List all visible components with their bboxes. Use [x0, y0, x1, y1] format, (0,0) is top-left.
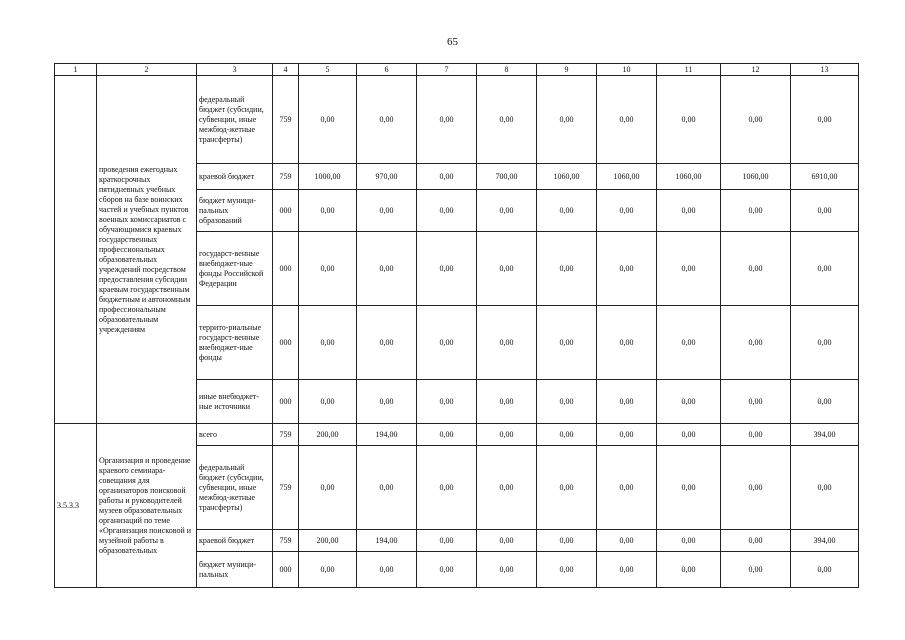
grbs-code: 759 — [273, 76, 299, 164]
amount-cell: 0,00 — [417, 446, 477, 530]
column-number: 10 — [597, 64, 657, 76]
amount-cell: 0,00 — [657, 190, 721, 232]
amount-cell: 0,00 — [357, 446, 417, 530]
column-number-row — [55, 64, 859, 76]
funding-source: краевой бюджет — [197, 164, 273, 190]
amount-cell: 0,00 — [657, 232, 721, 306]
amount-cell: 0,00 — [537, 190, 597, 232]
amount-cell: 0,00 — [417, 190, 477, 232]
funding-source: бюджет муници-пальных образований — [197, 190, 273, 232]
amount-cell: 0,00 — [657, 380, 721, 424]
amount-cell: 0,00 — [597, 380, 657, 424]
amount-cell: 0,00 — [537, 552, 597, 588]
amount-cell: 0,00 — [417, 76, 477, 164]
grbs-code: 000 — [273, 190, 299, 232]
grbs-code: 000 — [273, 552, 299, 588]
item-description: Организация и проведение краевого семинара-совещания для организаторов поисковой работы и руководителей музеев образовательных организаций по теме «Организация поисковой и музейной работы в образовательных — [97, 424, 197, 588]
funding-source: террито-риальные государст-венные внебюджет-ные фонды — [197, 306, 273, 380]
amount-cell: 0,00 — [477, 232, 537, 306]
table-row — [55, 76, 859, 164]
item-code: 3.5.3.3 — [55, 424, 97, 588]
amount-cell: 194,00 — [357, 424, 417, 446]
amount-cell: 0,00 — [791, 446, 859, 530]
item-description: проведения ежегодных краткосрочных пятидневных учебных сборов на базе воинских частей и учебных пунктов военных комиссариатов с обучающимися краевых государственных профессиональных образовательных учреждений посредством предоставления субсидии краевым государственным бюджетным и автономным профессиональным образовательным учреждениям — [97, 76, 197, 424]
amount-cell: 0,00 — [791, 76, 859, 164]
column-number: 7 — [417, 64, 477, 76]
amount-cell: 0,00 — [597, 552, 657, 588]
amount-cell: 0,00 — [721, 190, 791, 232]
amount-cell: 194,00 — [357, 530, 417, 552]
column-number: 13 — [791, 64, 859, 76]
amount-cell: 0,00 — [791, 190, 859, 232]
amount-cell: 0,00 — [357, 76, 417, 164]
column-number: 12 — [721, 64, 791, 76]
amount-cell: 0,00 — [299, 380, 357, 424]
amount-cell: 0,00 — [721, 424, 791, 446]
amount-cell: 0,00 — [657, 530, 721, 552]
amount-cell: 0,00 — [597, 190, 657, 232]
amount-cell: 0,00 — [721, 232, 791, 306]
amount-cell: 0,00 — [537, 446, 597, 530]
amount-cell: 394,00 — [791, 424, 859, 446]
amount-cell: 0,00 — [657, 424, 721, 446]
amount-cell: 1060,00 — [721, 164, 791, 190]
amount-cell: 0,00 — [299, 76, 357, 164]
amount-cell: 0,00 — [791, 232, 859, 306]
grbs-code: 759 — [273, 446, 299, 530]
amount-cell: 0,00 — [657, 446, 721, 530]
amount-cell: 0,00 — [791, 306, 859, 380]
amount-cell: 0,00 — [597, 424, 657, 446]
amount-cell: 0,00 — [357, 552, 417, 588]
amount-cell: 0,00 — [597, 530, 657, 552]
column-number: 8 — [477, 64, 537, 76]
amount-cell: 0,00 — [537, 232, 597, 306]
amount-cell: 0,00 — [299, 190, 357, 232]
amount-cell: 0,00 — [721, 76, 791, 164]
amount-cell: 0,00 — [597, 446, 657, 530]
amount-cell: 0,00 — [477, 190, 537, 232]
amount-cell: 1060,00 — [597, 164, 657, 190]
amount-cell: 0,00 — [791, 380, 859, 424]
funding-source: всего — [197, 424, 273, 446]
amount-cell: 0,00 — [721, 446, 791, 530]
grbs-code: 000 — [273, 232, 299, 306]
amount-cell: 1000,00 — [299, 164, 357, 190]
amount-cell: 0,00 — [299, 552, 357, 588]
amount-cell: 0,00 — [537, 380, 597, 424]
amount-cell: 0,00 — [299, 446, 357, 530]
amount-cell: 0,00 — [299, 306, 357, 380]
amount-cell: 0,00 — [537, 306, 597, 380]
column-number: 3 — [197, 64, 273, 76]
amount-cell: 6910,00 — [791, 164, 859, 190]
amount-cell: 0,00 — [537, 76, 597, 164]
amount-cell: 0,00 — [357, 380, 417, 424]
grbs-code: 000 — [273, 380, 299, 424]
amount-cell: 0,00 — [417, 380, 477, 424]
amount-cell: 0,00 — [721, 530, 791, 552]
amount-cell: 970,00 — [357, 164, 417, 190]
amount-cell: 0,00 — [721, 306, 791, 380]
amount-cell: 0,00 — [597, 306, 657, 380]
column-number: 6 — [357, 64, 417, 76]
amount-cell: 200,00 — [299, 530, 357, 552]
grbs-code: 000 — [273, 306, 299, 380]
amount-cell: 0,00 — [477, 76, 537, 164]
amount-cell: 0,00 — [417, 306, 477, 380]
amount-cell: 0,00 — [537, 530, 597, 552]
amount-cell: 0,00 — [537, 424, 597, 446]
amount-cell: 0,00 — [477, 530, 537, 552]
funding-source: иные внебюджет-ные источники — [197, 380, 273, 424]
item-code — [55, 76, 97, 424]
amount-cell: 0,00 — [597, 76, 657, 164]
column-number: 4 — [273, 64, 299, 76]
amount-cell: 0,00 — [299, 232, 357, 306]
amount-cell: 0,00 — [597, 232, 657, 306]
amount-cell: 0,00 — [657, 306, 721, 380]
table-row — [55, 424, 859, 446]
column-number: 1 — [55, 64, 97, 76]
amount-cell: 0,00 — [657, 76, 721, 164]
amount-cell: 0,00 — [721, 552, 791, 588]
page-number: 65 — [447, 36, 458, 48]
amount-cell: 0,00 — [357, 190, 417, 232]
amount-cell: 394,00 — [791, 530, 859, 552]
grbs-code: 759 — [273, 530, 299, 552]
amount-cell: 0,00 — [357, 232, 417, 306]
amount-cell: 200,00 — [299, 424, 357, 446]
amount-cell: 0,00 — [417, 164, 477, 190]
amount-cell: 0,00 — [417, 530, 477, 552]
amount-cell: 0,00 — [477, 446, 537, 530]
grbs-code: 759 — [273, 164, 299, 190]
funding-source: федеральный бюджет (субсидии, субвенции, иные межбюд-жетные трансферты) — [197, 76, 273, 164]
funding-source: бюджет муници-пальных — [197, 552, 273, 588]
budget-table — [54, 63, 859, 588]
funding-source: федеральный бюджет (субсидии, субвенции, иные межбюд-жетные трансферты) — [197, 446, 273, 530]
amount-cell: 0,00 — [477, 424, 537, 446]
amount-cell: 700,00 — [477, 164, 537, 190]
funding-source: государст-венные внебюджет-ные фонды Российской Федерации — [197, 232, 273, 306]
column-number: 11 — [657, 64, 721, 76]
amount-cell: 1060,00 — [657, 164, 721, 190]
amount-cell: 0,00 — [417, 552, 477, 588]
column-number: 5 — [299, 64, 357, 76]
funding-source: краевой бюджет — [197, 530, 273, 552]
amount-cell: 0,00 — [477, 380, 537, 424]
amount-cell: 0,00 — [657, 552, 721, 588]
amount-cell: 0,00 — [417, 424, 477, 446]
grbs-code: 759 — [273, 424, 299, 446]
amount-cell: 1060,00 — [537, 164, 597, 190]
amount-cell: 0,00 — [417, 232, 477, 306]
amount-cell: 0,00 — [477, 552, 537, 588]
column-number: 2 — [97, 64, 197, 76]
amount-cell: 0,00 — [357, 306, 417, 380]
amount-cell: 0,00 — [721, 380, 791, 424]
amount-cell: 0,00 — [477, 306, 537, 380]
column-number: 9 — [537, 64, 597, 76]
amount-cell: 0,00 — [791, 552, 859, 588]
